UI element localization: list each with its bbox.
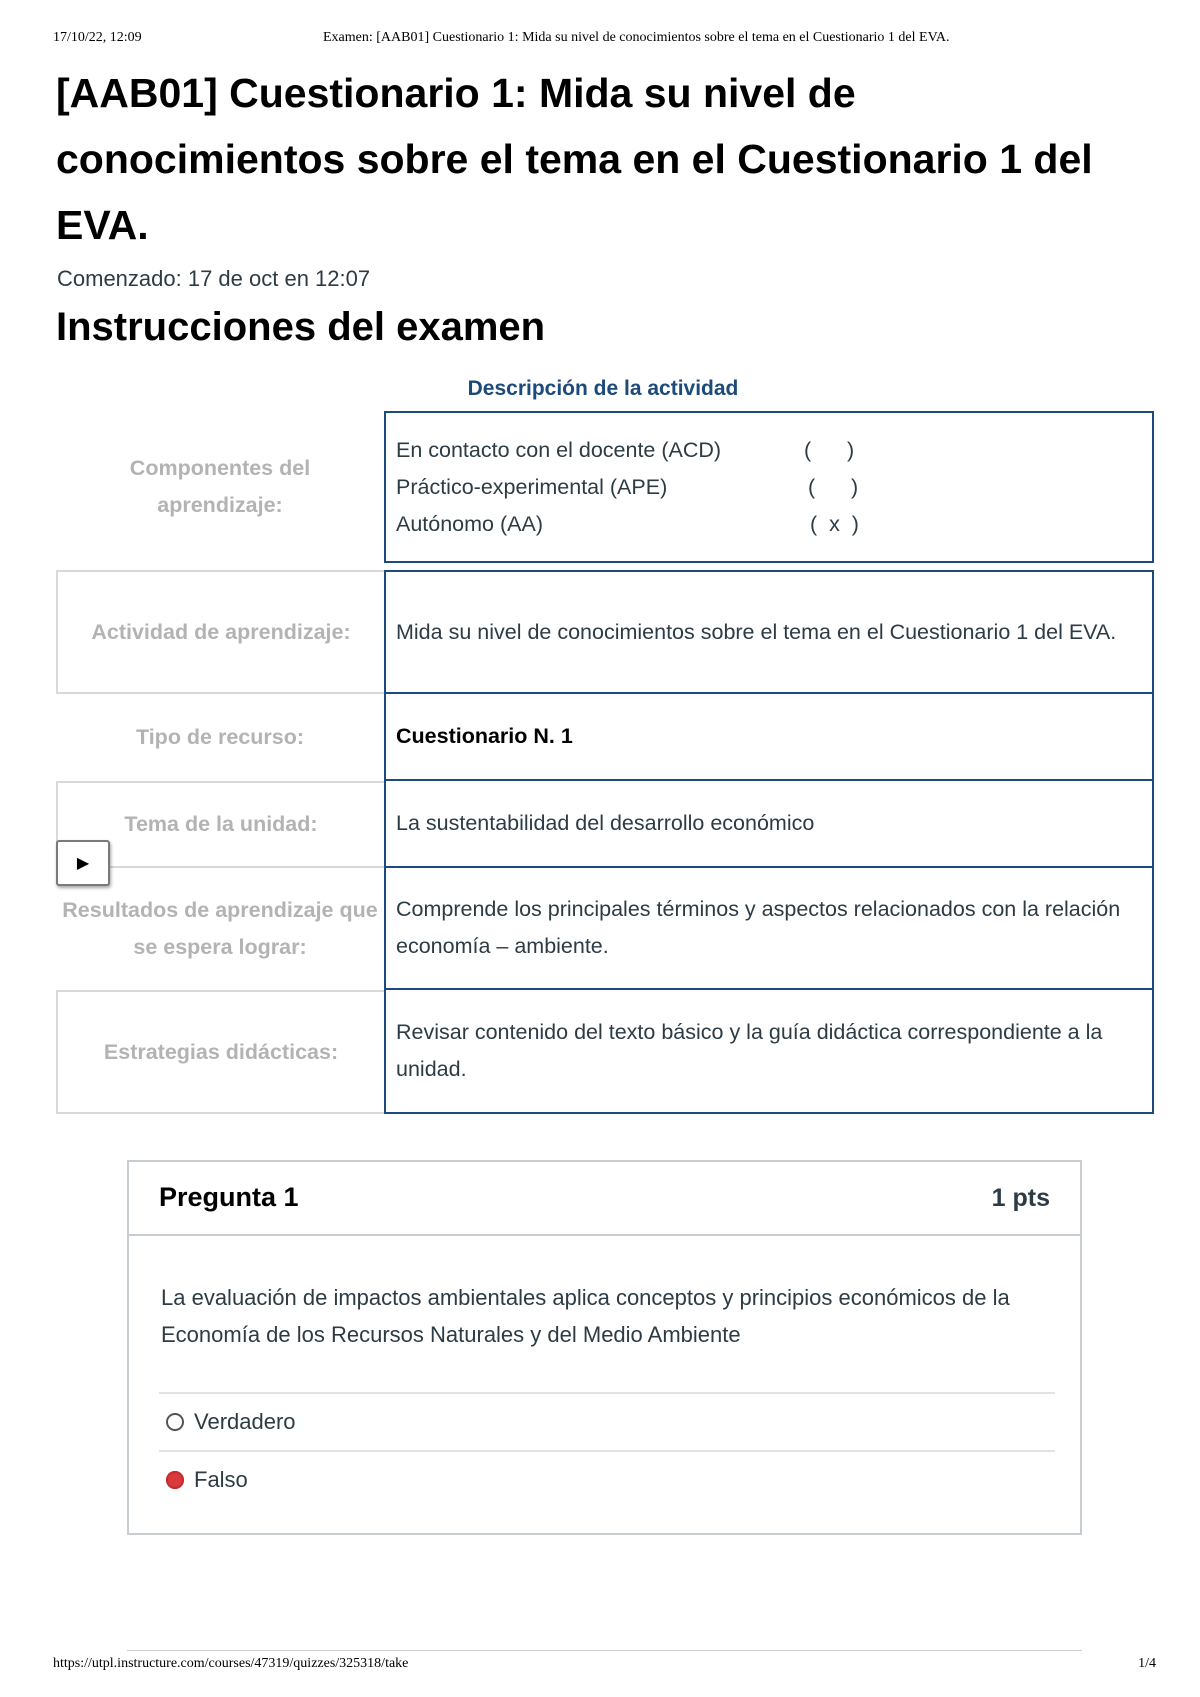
answer-option-falso[interactable] — [159, 1450, 1055, 1508]
unit-topic-value: La sustentabilidad del desarrollo económico — [384, 781, 1154, 868]
radio-unselected-icon[interactable] — [166, 1413, 184, 1431]
unit-topic-row — [56, 781, 1154, 868]
component-ape-mark: ( ) — [808, 474, 859, 499]
activity-value: Mida su nivel de conocimientos sobre el tema en el Cuestionario 1 del EVA. — [384, 570, 1154, 694]
components-value — [384, 411, 1154, 563]
component-ape: Práctico-experimental (APE) ( ) — [396, 469, 896, 506]
print-header — [53, 30, 1156, 50]
teaching-strategies-value: Revisar contenido del texto básico y la guía didáctica correspondiente a la unidad. — [384, 990, 1154, 1114]
play-button[interactable] — [56, 840, 110, 886]
answer-label: Falso — [194, 1467, 248, 1492]
page-title: [AAB01] Cuestionario 1: Mida su nivel de conocimientos sobre el tema en el Cuestionario 1 del EVA. — [56, 70, 1093, 248]
page-number: 1/4 — [1138, 1656, 1156, 1671]
question-text: La evaluación de impactos ambientales aplica conceptos y principios económicos de la Economía de los Recursos Naturales y del Medio Ambiente — [161, 1285, 1010, 1347]
print-url: https://utpl.instructure.com/courses/47319/quizzes/325318/take — [53, 1656, 409, 1671]
learning-outcomes-value: Comprende los principales términos y aspectos relacionados con la relación economía – ambiente. — [384, 868, 1154, 990]
component-acd: En contacto con el docente (ACD) ( ) — [396, 432, 896, 469]
teaching-strategies-row — [56, 990, 1154, 1114]
teaching-strategies-label: Estrategias didácticas: — [56, 990, 384, 1114]
question-points: 1 pts — [991, 1184, 1050, 1212]
instructions-heading: Instrucciones del examen — [56, 305, 546, 349]
component-aa-mark: ( x ) — [810, 511, 859, 536]
activity-label: Actividad de aprendizaje: — [56, 570, 384, 694]
answer-option-verdadero[interactable] — [159, 1392, 1055, 1450]
print-page-title: Examen: [AAB01] Cuestionario 1: Mida su nivel de conocimientos sobre el tema en el Cuestionario 1 del EVA. — [323, 30, 950, 45]
components-row — [56, 411, 1154, 563]
resource-type-value: Cuestionario N. 1 — [384, 694, 1154, 781]
print-footer — [53, 1656, 1156, 1676]
activity-row — [56, 570, 1154, 694]
started-timestamp: Comenzado: 17 de oct en 12:07 — [57, 266, 371, 291]
component-aa: Autónomo (AA) ( x ) — [396, 506, 896, 543]
unit-topic-label: Tema de la unidad: — [56, 781, 384, 868]
learning-outcomes-label: Resultados de aprendizaje que se espera lograr: — [62, 898, 378, 959]
radio-selected-icon[interactable] — [166, 1471, 184, 1489]
question-card — [127, 1160, 1082, 1535]
question-title: Pregunta 1 — [159, 1182, 299, 1212]
resource-type-row — [56, 694, 1154, 781]
learning-outcomes-row — [56, 868, 1154, 990]
answer-label: Verdadero — [194, 1409, 296, 1434]
resource-type-label: Tipo de recurso: — [135, 725, 305, 749]
answer-list — [159, 1392, 1055, 1508]
component-acd-mark: ( ) — [804, 437, 855, 462]
activity-description-heading: Descripción de la actividad — [467, 377, 739, 400]
play-icon: ▶ — [76, 855, 90, 872]
footer-divider — [127, 1650, 1082, 1651]
components-label: Componentes del aprendizaje: — [129, 456, 311, 517]
question-header — [129, 1162, 1080, 1236]
print-datetime: 17/10/22, 12:09 — [53, 30, 142, 45]
